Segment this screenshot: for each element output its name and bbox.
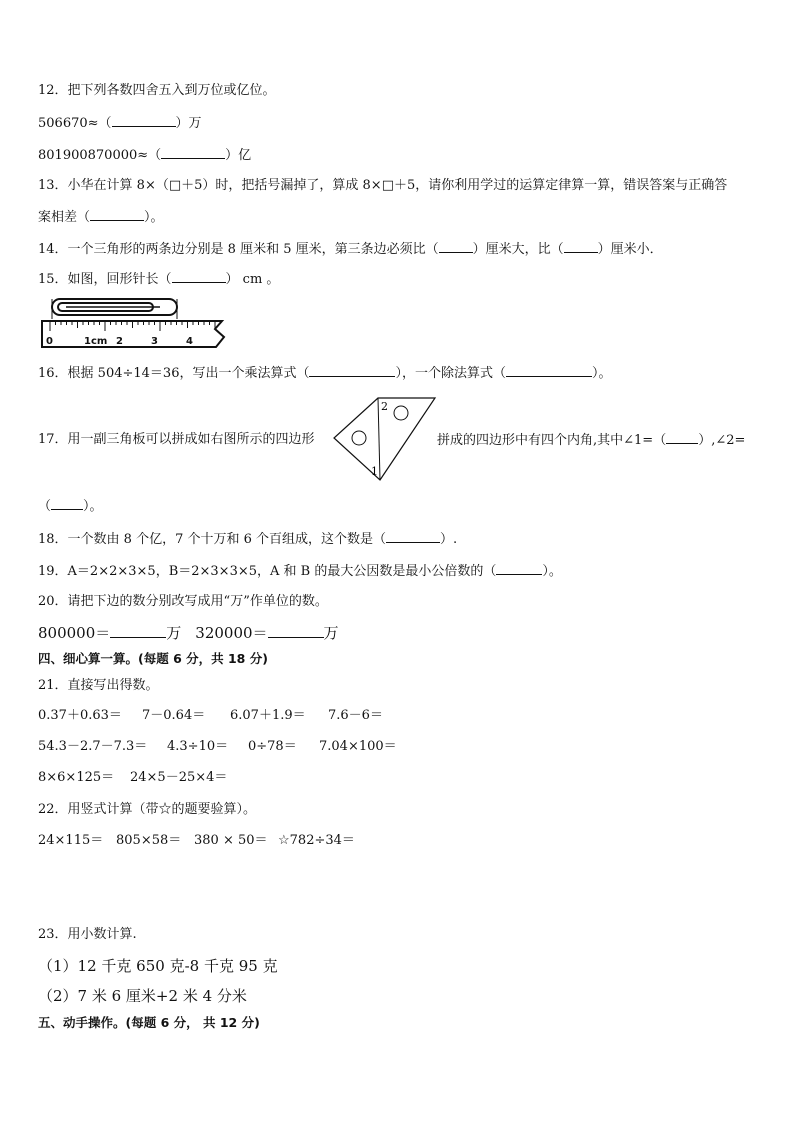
calc-item: 7.04×100＝ <box>319 739 397 754</box>
q19 <box>38 562 562 581</box>
answer-blank[interactable] <box>386 530 440 543</box>
q12-a-number: 506670≈（ <box>38 116 112 131</box>
answer-blank[interactable] <box>506 364 592 377</box>
paperclip-icon <box>52 299 177 315</box>
q15-text-end: ） cm 。 <box>225 272 280 287</box>
q12-item-b <box>38 146 251 165</box>
q17-open: （ <box>38 499 52 514</box>
answer-blank[interactable] <box>51 497 83 510</box>
q14 <box>38 240 663 259</box>
angle-1-label: 1 <box>371 465 378 478</box>
q20-b: 320000＝ <box>195 624 268 642</box>
q22-title: 22．用竖式计算（带☆的题要验算）。 <box>38 802 257 817</box>
ruler-label: 0 <box>46 336 53 347</box>
q14-text-mid: ）厘米大，比（ <box>472 242 564 257</box>
calc-item: 24×5－25×4＝ <box>130 770 228 785</box>
ruler-label: 2 <box>116 336 123 347</box>
q18-text-end: ）. <box>440 532 458 547</box>
calc-item: 24×115＝ <box>38 833 104 848</box>
q17-text-end: ）,∠2= <box>698 433 746 448</box>
q19-text: 19．A＝2×2×3×5，B＝2×3×3×5，A 和 B 的最大公因数是最小公倍数的（ <box>38 564 497 579</box>
answer-blank[interactable] <box>112 114 176 127</box>
q12-title: 12．把下列各数四舍五入到万位或亿位。 <box>38 83 276 98</box>
calc-item: 380 × 50＝ <box>194 833 268 848</box>
answer-blank[interactable] <box>110 625 166 638</box>
section-5-heading: 五、动手操作。(每题 6 分， 共 12 分) <box>38 1015 260 1030</box>
q15-text: 15．如图，回形针长（ <box>38 272 172 287</box>
q14-text: 14．一个三角形的两条边分别是 8 厘米和 5 厘米，第三条边必须比（ <box>38 242 439 257</box>
q16-text-mid: ），一个除法算式（ <box>395 366 506 381</box>
q21-title: 21．直接写出得数。 <box>38 678 159 693</box>
q19-text-end: ）。 <box>542 564 562 579</box>
calc-item: 7－0.64＝ <box>142 708 206 723</box>
q17-close: ）。 <box>83 499 103 514</box>
q16-text-end: ）。 <box>591 366 612 381</box>
q13-text: 案相差（ <box>38 210 91 225</box>
angle-2-label: 2 <box>381 400 388 413</box>
q13-line2 <box>38 208 164 227</box>
q13-text-end: ）。 <box>144 210 164 225</box>
q20-a-unit: 万 <box>166 624 182 642</box>
q23-item2: （2）7 米 6 厘米+2 米 4 分米 <box>38 987 247 1005</box>
answer-blank[interactable] <box>90 208 144 221</box>
q12-b-number: 801900870000≈（ <box>38 148 162 163</box>
q17-line2 <box>38 497 103 516</box>
triangle-boards-figure <box>330 394 438 484</box>
calc-item: 4.3÷10＝ <box>167 739 229 754</box>
calc-item: 7.6－6＝ <box>328 708 383 723</box>
q20-items <box>38 623 339 643</box>
q17-text: 拼成的四边形中有四个内角,其中∠1=（ <box>437 433 667 448</box>
q16-text: 16．根据 504÷14＝36，写出一个乘法算式（ <box>38 366 310 381</box>
ruler-label: 4 <box>186 336 193 347</box>
q23-title: 23．用小数计算. <box>38 927 137 942</box>
q18-text: 18．一个数由 8 个亿，7 个十万和 6 个百组成，这个数是（ <box>38 532 387 547</box>
q12-item-a <box>38 114 202 133</box>
calc-item: 0.37＋0.63＝ <box>38 708 122 723</box>
q17-text-right <box>437 431 745 450</box>
calc-item: ☆782÷34＝ <box>278 833 355 848</box>
calc-item: 54.3－2.7－7.3＝ <box>38 739 148 754</box>
calc-item: 6.07＋1.9＝ <box>230 708 306 723</box>
calc-item: 0÷78＝ <box>248 739 297 754</box>
answer-blank[interactable] <box>666 431 698 444</box>
ruler-label: 3 <box>151 336 158 347</box>
calc-item: 805×58＝ <box>116 833 182 848</box>
q16 <box>38 364 612 383</box>
answer-blank[interactable] <box>268 625 324 638</box>
answer-blank[interactable] <box>172 270 226 283</box>
q12-b-unit: ）亿 <box>225 148 252 163</box>
q20-b-unit: 万 <box>323 624 339 642</box>
answer-blank[interactable] <box>564 240 598 253</box>
calc-item: 8×6×125＝ <box>38 770 115 785</box>
section-4-heading: 四、细心算一算。(每题 6 分，共 18 分) <box>38 651 268 666</box>
q15 <box>38 270 279 289</box>
ruler-label: 1cm <box>84 336 108 347</box>
q18 <box>38 530 457 549</box>
q13-line1: 13．小华在计算 8×（□＋5）时，把括号漏掉了，算成 8×□＋5，请你利用学过的运算定律算一算，错误答案与正确答 <box>38 178 728 193</box>
q20-title: 20．请把下边的数分别改写成用“万”作单位的数。 <box>38 594 328 609</box>
q20-a: 800000＝ <box>38 624 111 642</box>
answer-blank[interactable] <box>439 240 473 253</box>
answer-blank[interactable] <box>309 364 395 377</box>
q17-text-left: 17．用一副三角板可以拼成如右图所示的四边形 <box>38 432 315 447</box>
answer-blank[interactable] <box>161 146 225 159</box>
answer-blank[interactable] <box>496 562 542 575</box>
q12-a-unit: ）万 <box>175 116 202 131</box>
q14-text-end: ）厘米小． <box>597 242 663 257</box>
paperclip-ruler-figure <box>40 297 230 355</box>
q23-item1: （1）12 千克 650 克-8 千克 95 克 <box>38 957 278 975</box>
